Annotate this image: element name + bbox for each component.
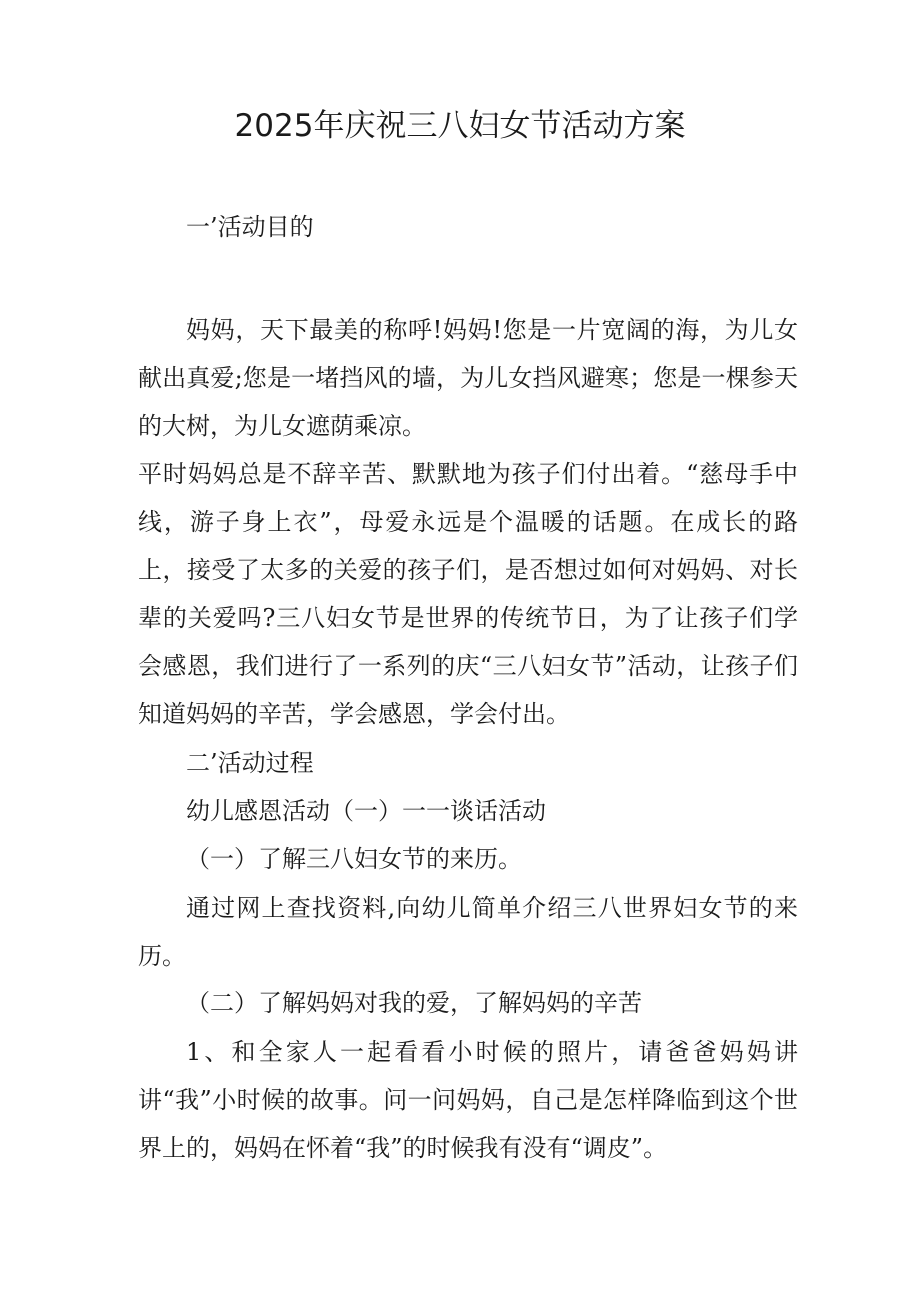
list-item-photos: 1、和全家人一起看看小时候的照片，请爸爸妈妈讲讲“我”小时候的故事。问一问妈妈，自己是怎样降临到这个世界上的，妈妈在怀着“我”的时候我有没有“调皮”。: [138, 1038, 798, 1162]
paragraph-mother-praise: 妈妈，天下最美的称呼!妈妈!您是一片宽阔的海，为儿女献出真爱;您是一堵挡风的墙，为儿女挡风避寒；您是一棵参天的大树，为儿女遮荫乘凉。: [138, 316, 798, 440]
activity-heading: 幼儿感恩活动（一）一一谈话活动: [186, 797, 546, 825]
paragraph-festival-intro: 平时妈妈总是不辞辛苦、默默地为孩子们付出着。“慈母手中线，游子身上衣”，母爱永远是个温暖的话题。在成长的路上，接受了太多的关爱的孩子们，是否想过如何对妈妈、对长辈的关爱吗?三八妇女节是世界的传统节日，为了让孩子们学会感恩，我们进行了一系列的庆“三八妇女节”活动，让孩子们知道妈妈的辛苦，学会感恩，学会付出。: [138, 460, 798, 728]
section-heading-process: 二’活动过程: [186, 749, 314, 777]
section-heading-purpose: 一’活动目的: [186, 213, 314, 241]
document-title: 2025年庆祝三八妇女节活动方案: [234, 108, 686, 144]
subsection-heading-history: （一）了解三八妇女节的来历。: [186, 845, 522, 873]
paragraph-history: 通过网上查找资料,向幼儿简单介绍三八世界妇女节的来历。: [138, 894, 798, 970]
subsection-heading-mother-love: （二）了解妈妈对我的爱，了解妈妈的辛苦: [186, 989, 642, 1017]
